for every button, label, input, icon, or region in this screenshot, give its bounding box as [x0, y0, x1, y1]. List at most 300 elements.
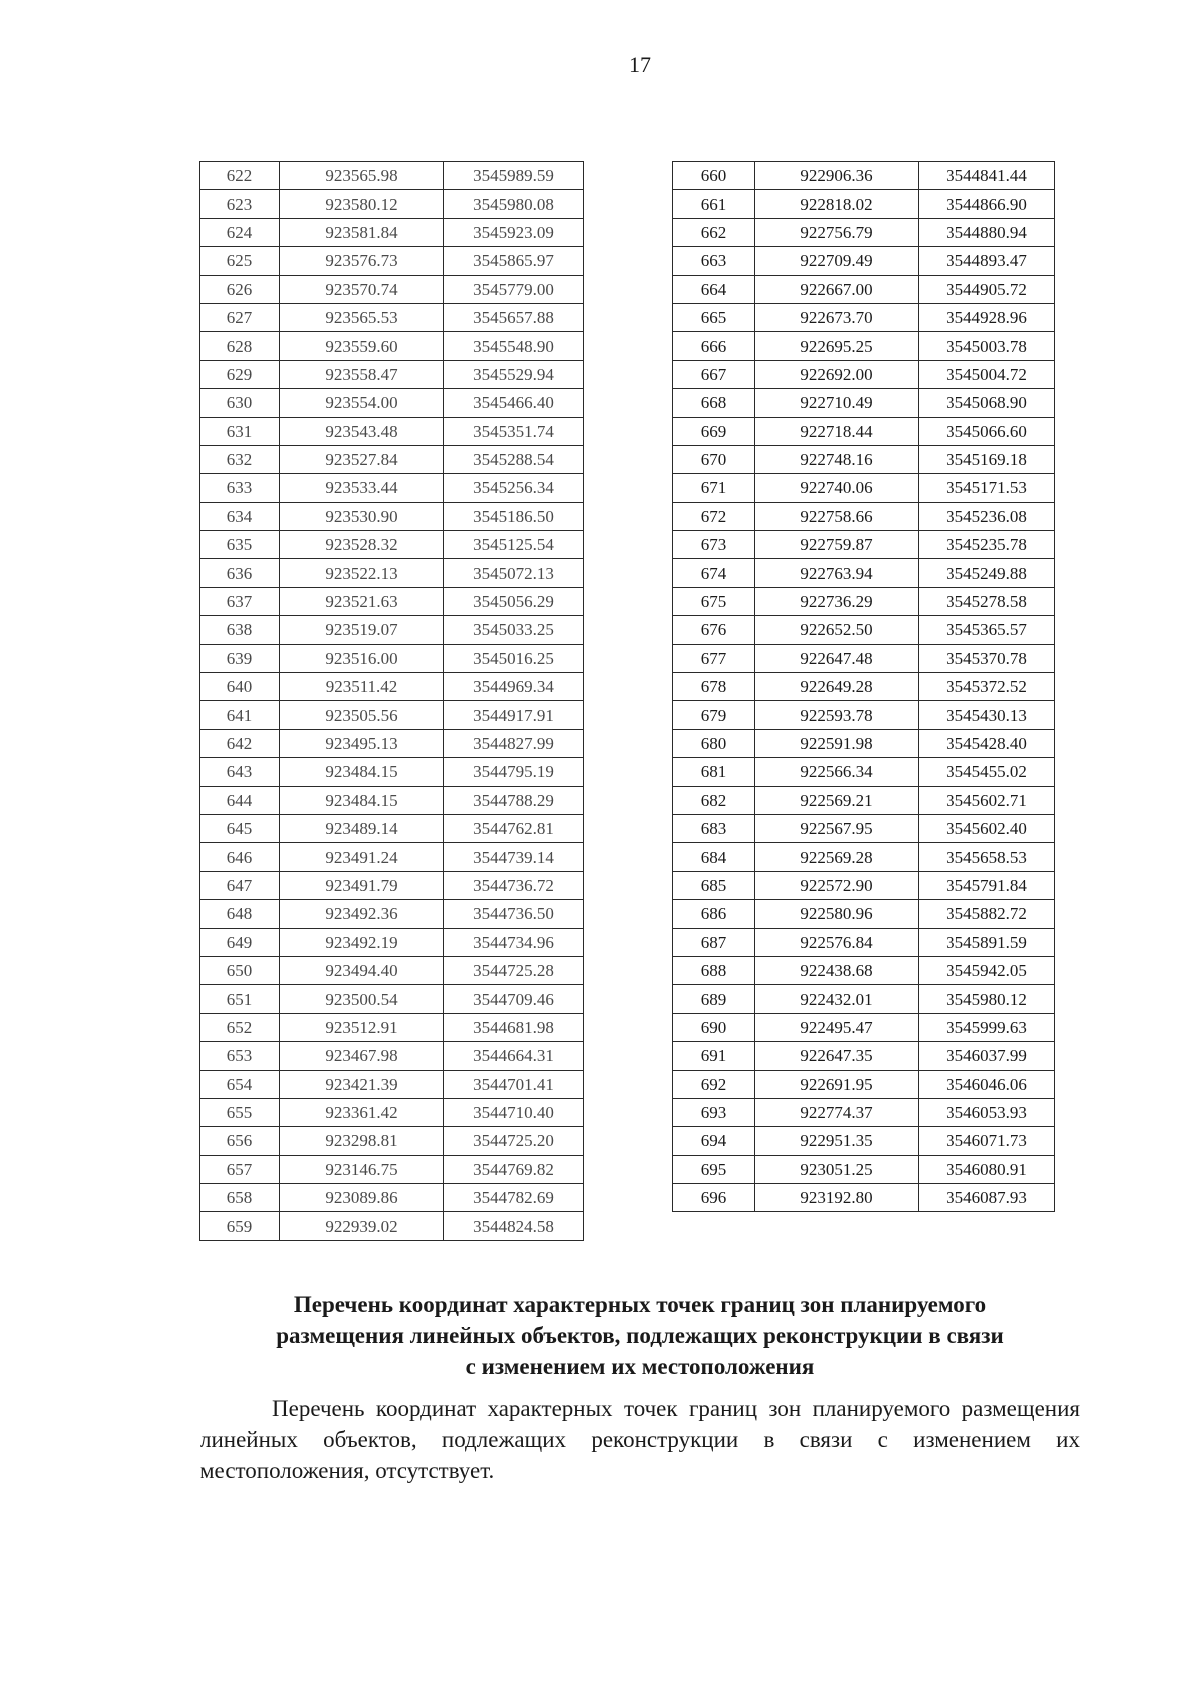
y-coordinate-cell: 3544841.44 [919, 162, 1055, 190]
table-row [673, 673, 1055, 701]
y-coordinate-cell: 3546071.73 [919, 1127, 1055, 1155]
table-row [673, 928, 1055, 956]
table-row [200, 616, 584, 644]
x-coordinate-cell: 922774.37 [755, 1098, 919, 1126]
table-row [673, 247, 1055, 275]
x-coordinate-cell: 922576.84 [755, 928, 919, 956]
point-number-cell: 630 [200, 389, 280, 417]
x-coordinate-cell: 922740.06 [755, 474, 919, 502]
point-number-cell: 638 [200, 616, 280, 644]
table-row [673, 559, 1055, 587]
point-number-cell: 651 [200, 985, 280, 1013]
x-coordinate-cell: 923492.36 [280, 900, 444, 928]
y-coordinate-cell: 3545278.58 [919, 587, 1055, 615]
point-number-cell: 665 [673, 303, 755, 331]
table-row [200, 531, 584, 559]
table-row [673, 1098, 1055, 1126]
x-coordinate-cell: 922580.96 [755, 900, 919, 928]
y-coordinate-cell: 3544827.99 [444, 729, 584, 757]
table-row [200, 1042, 584, 1070]
table-row [673, 332, 1055, 360]
point-number-cell: 636 [200, 559, 280, 587]
y-coordinate-cell: 3545016.25 [444, 644, 584, 672]
table-row [200, 814, 584, 842]
point-number-cell: 679 [673, 701, 755, 729]
y-coordinate-cell: 3544824.58 [444, 1212, 584, 1240]
y-coordinate-cell: 3545125.54 [444, 531, 584, 559]
point-number-cell: 637 [200, 587, 280, 615]
table-row [673, 985, 1055, 1013]
x-coordinate-cell: 923511.42 [280, 673, 444, 701]
x-coordinate-cell: 922566.34 [755, 758, 919, 786]
y-coordinate-cell: 3544710.40 [444, 1098, 584, 1126]
x-coordinate-cell: 923533.44 [280, 474, 444, 502]
table-row [673, 531, 1055, 559]
table-row [673, 871, 1055, 899]
x-coordinate-cell: 922593.78 [755, 701, 919, 729]
y-coordinate-cell: 3544905.72 [919, 275, 1055, 303]
point-number-cell: 691 [673, 1042, 755, 1070]
x-coordinate-cell: 923492.19 [280, 928, 444, 956]
x-coordinate-cell: 923516.00 [280, 644, 444, 672]
table-row [673, 1013, 1055, 1041]
table-row [673, 502, 1055, 530]
table-row [673, 616, 1055, 644]
x-coordinate-cell: 922649.28 [755, 673, 919, 701]
point-number-cell: 633 [200, 474, 280, 502]
point-number-cell: 692 [673, 1070, 755, 1098]
point-number-cell: 649 [200, 928, 280, 956]
section-heading-line: размещения линейных объектов, подлежащих реконструкции в связи [276, 1323, 1004, 1348]
point-number-cell: 657 [200, 1155, 280, 1183]
point-number-cell: 639 [200, 644, 280, 672]
y-coordinate-cell: 3545171.53 [919, 474, 1055, 502]
x-coordinate-cell: 922759.87 [755, 531, 919, 559]
y-coordinate-cell: 3545882.72 [919, 900, 1055, 928]
y-coordinate-cell: 3544917.91 [444, 701, 584, 729]
y-coordinate-cell: 3545351.74 [444, 417, 584, 445]
x-coordinate-cell: 922758.66 [755, 502, 919, 530]
x-coordinate-cell: 923192.80 [755, 1184, 919, 1212]
y-coordinate-cell: 3545249.88 [919, 559, 1055, 587]
table-row [200, 985, 584, 1013]
table-row [200, 1184, 584, 1212]
x-coordinate-cell: 922567.95 [755, 814, 919, 842]
x-coordinate-cell: 922748.16 [755, 445, 919, 473]
point-number-cell: 625 [200, 247, 280, 275]
x-coordinate-cell: 922647.35 [755, 1042, 919, 1070]
point-number-cell: 667 [673, 360, 755, 388]
point-number-cell: 682 [673, 786, 755, 814]
x-coordinate-cell: 923543.48 [280, 417, 444, 445]
y-coordinate-cell: 3544681.98 [444, 1013, 584, 1041]
x-coordinate-cell: 922569.21 [755, 786, 919, 814]
table-row [200, 701, 584, 729]
y-coordinate-cell: 3545891.59 [919, 928, 1055, 956]
table-row [200, 502, 584, 530]
point-number-cell: 641 [200, 701, 280, 729]
table-row [673, 474, 1055, 502]
table-row [200, 303, 584, 331]
table-row [673, 360, 1055, 388]
x-coordinate-cell: 923298.81 [280, 1127, 444, 1155]
point-number-cell: 660 [673, 162, 755, 190]
x-coordinate-cell: 923527.84 [280, 445, 444, 473]
point-number-cell: 664 [673, 275, 755, 303]
x-coordinate-cell: 923554.00 [280, 389, 444, 417]
point-number-cell: 659 [200, 1212, 280, 1240]
point-number-cell: 655 [200, 1098, 280, 1126]
point-number-cell: 658 [200, 1184, 280, 1212]
x-coordinate-cell: 923500.54 [280, 985, 444, 1013]
y-coordinate-cell: 3545004.72 [919, 360, 1055, 388]
table-row [200, 900, 584, 928]
table-row [200, 162, 584, 190]
point-number-cell: 631 [200, 417, 280, 445]
point-number-cell: 624 [200, 218, 280, 246]
y-coordinate-cell: 3544709.46 [444, 985, 584, 1013]
section-heading [200, 1289, 1080, 1382]
x-coordinate-cell: 923484.15 [280, 758, 444, 786]
table-row [673, 786, 1055, 814]
y-coordinate-cell: 3544880.94 [919, 218, 1055, 246]
x-coordinate-cell: 923146.75 [280, 1155, 444, 1183]
point-number-cell: 648 [200, 900, 280, 928]
section-body-paragraph: Перечень координат характерных точек границ зон планируемого размещения линейных объектов, подлежащих реконструкции в связи с изменением их местоположения, отсутствует. [200, 1396, 1080, 1483]
y-coordinate-cell: 3546080.91 [919, 1155, 1055, 1183]
point-number-cell: 644 [200, 786, 280, 814]
coordinates-table-right-body [673, 162, 1055, 1212]
point-number-cell: 676 [673, 616, 755, 644]
point-number-cell: 695 [673, 1155, 755, 1183]
x-coordinate-cell: 922695.25 [755, 332, 919, 360]
table-row [673, 814, 1055, 842]
point-number-cell: 645 [200, 814, 280, 842]
point-number-cell: 674 [673, 559, 755, 587]
table-row [673, 162, 1055, 190]
table-row [673, 644, 1055, 672]
x-coordinate-cell: 922569.28 [755, 843, 919, 871]
table-row [200, 786, 584, 814]
point-number-cell: 627 [200, 303, 280, 331]
table-row [673, 1127, 1055, 1155]
y-coordinate-cell: 3545999.63 [919, 1013, 1055, 1041]
point-number-cell: 643 [200, 758, 280, 786]
point-number-cell: 652 [200, 1013, 280, 1041]
coordinates-table-left [199, 161, 584, 1241]
y-coordinate-cell: 3546053.93 [919, 1098, 1055, 1126]
y-coordinate-cell: 3545430.13 [919, 701, 1055, 729]
point-number-cell: 671 [673, 474, 755, 502]
table-row [200, 758, 584, 786]
point-number-cell: 690 [673, 1013, 755, 1041]
table-row [673, 445, 1055, 473]
x-coordinate-cell: 922818.02 [755, 190, 919, 218]
x-coordinate-cell: 923051.25 [755, 1155, 919, 1183]
point-number-cell: 670 [673, 445, 755, 473]
y-coordinate-cell: 3545066.60 [919, 417, 1055, 445]
y-coordinate-cell: 3545455.02 [919, 758, 1055, 786]
y-coordinate-cell: 3545466.40 [444, 389, 584, 417]
point-number-cell: 684 [673, 843, 755, 871]
y-coordinate-cell: 3545791.84 [919, 871, 1055, 899]
y-coordinate-cell: 3545169.18 [919, 445, 1055, 473]
y-coordinate-cell: 3544769.82 [444, 1155, 584, 1183]
point-number-cell: 640 [200, 673, 280, 701]
point-number-cell: 687 [673, 928, 755, 956]
x-coordinate-cell: 922718.44 [755, 417, 919, 445]
point-number-cell: 663 [673, 247, 755, 275]
x-coordinate-cell: 923491.24 [280, 843, 444, 871]
table-row [200, 1127, 584, 1155]
point-number-cell: 669 [673, 417, 755, 445]
table-row [673, 389, 1055, 417]
point-number-cell: 635 [200, 531, 280, 559]
point-number-cell: 628 [200, 332, 280, 360]
y-coordinate-cell: 3546087.93 [919, 1184, 1055, 1212]
y-coordinate-cell: 3545056.29 [444, 587, 584, 615]
y-coordinate-cell: 3545003.78 [919, 332, 1055, 360]
table-row [673, 190, 1055, 218]
y-coordinate-cell: 3544928.96 [919, 303, 1055, 331]
y-coordinate-cell: 3545779.00 [444, 275, 584, 303]
y-coordinate-cell: 3545529.94 [444, 360, 584, 388]
x-coordinate-cell: 923576.73 [280, 247, 444, 275]
x-coordinate-cell: 923491.79 [280, 871, 444, 899]
x-coordinate-cell: 923089.86 [280, 1184, 444, 1212]
x-coordinate-cell: 923581.84 [280, 218, 444, 246]
table-row [200, 275, 584, 303]
table-row [200, 871, 584, 899]
x-coordinate-cell: 923521.63 [280, 587, 444, 615]
table-row [200, 360, 584, 388]
table-row [673, 1042, 1055, 1070]
table-row [200, 247, 584, 275]
table-row [200, 389, 584, 417]
y-coordinate-cell: 3545658.53 [919, 843, 1055, 871]
y-coordinate-cell: 3544969.34 [444, 673, 584, 701]
point-number-cell: 678 [673, 673, 755, 701]
y-coordinate-cell: 3544736.72 [444, 871, 584, 899]
table-row [673, 218, 1055, 246]
table-row [200, 218, 584, 246]
y-coordinate-cell: 3545602.71 [919, 786, 1055, 814]
y-coordinate-cell: 3545256.34 [444, 474, 584, 502]
table-row [200, 445, 584, 473]
table-row [200, 673, 584, 701]
table-row [673, 900, 1055, 928]
point-number-cell: 626 [200, 275, 280, 303]
table-row [200, 1098, 584, 1126]
table-row [200, 1212, 584, 1240]
x-coordinate-cell: 922692.00 [755, 360, 919, 388]
section-heading-line: Перечень координат характерных точек границ зон планируемого [293, 1292, 987, 1317]
x-coordinate-cell: 923558.47 [280, 360, 444, 388]
section-heading-line: с изменением их местоположения [465, 1354, 815, 1379]
table-row [673, 1155, 1055, 1183]
table-row [200, 474, 584, 502]
table-row [200, 332, 584, 360]
x-coordinate-cell: 923580.12 [280, 190, 444, 218]
point-number-cell: 696 [673, 1184, 755, 1212]
point-number-cell: 646 [200, 843, 280, 871]
table-row [673, 758, 1055, 786]
point-number-cell: 694 [673, 1127, 755, 1155]
table-row [673, 956, 1055, 984]
y-coordinate-cell: 3545548.90 [444, 332, 584, 360]
x-coordinate-cell: 923528.32 [280, 531, 444, 559]
y-coordinate-cell: 3544725.20 [444, 1127, 584, 1155]
point-number-cell: 677 [673, 644, 755, 672]
point-number-cell: 681 [673, 758, 755, 786]
page-number: 17 [629, 52, 651, 77]
table-row [200, 843, 584, 871]
x-coordinate-cell: 923570.74 [280, 275, 444, 303]
x-coordinate-cell: 922736.29 [755, 587, 919, 615]
y-coordinate-cell: 3545068.90 [919, 389, 1055, 417]
point-number-cell: 675 [673, 587, 755, 615]
x-coordinate-cell: 922939.02 [280, 1212, 444, 1240]
x-coordinate-cell: 923484.15 [280, 786, 444, 814]
x-coordinate-cell: 923421.39 [280, 1070, 444, 1098]
y-coordinate-cell: 3545235.78 [919, 531, 1055, 559]
x-coordinate-cell: 922691.95 [755, 1070, 919, 1098]
x-coordinate-cell: 922647.48 [755, 644, 919, 672]
x-coordinate-cell: 922710.49 [755, 389, 919, 417]
x-coordinate-cell: 922572.90 [755, 871, 919, 899]
y-coordinate-cell: 3544664.31 [444, 1042, 584, 1070]
point-number-cell: 686 [673, 900, 755, 928]
y-coordinate-cell: 3545942.05 [919, 956, 1055, 984]
x-coordinate-cell: 922673.70 [755, 303, 919, 331]
y-coordinate-cell: 3545602.40 [919, 814, 1055, 842]
x-coordinate-cell: 922906.36 [755, 162, 919, 190]
y-coordinate-cell: 3545370.78 [919, 644, 1055, 672]
x-coordinate-cell: 923559.60 [280, 332, 444, 360]
x-coordinate-cell: 922756.79 [755, 218, 919, 246]
point-number-cell: 672 [673, 502, 755, 530]
x-coordinate-cell: 923519.07 [280, 616, 444, 644]
point-number-cell: 656 [200, 1127, 280, 1155]
x-coordinate-cell: 923512.91 [280, 1013, 444, 1041]
y-coordinate-cell: 3545236.08 [919, 502, 1055, 530]
point-number-cell: 653 [200, 1042, 280, 1070]
y-coordinate-cell: 3544782.69 [444, 1184, 584, 1212]
y-coordinate-cell: 3545980.08 [444, 190, 584, 218]
point-number-cell: 661 [673, 190, 755, 218]
y-coordinate-cell: 3544736.50 [444, 900, 584, 928]
point-number-cell: 680 [673, 729, 755, 757]
table-row [200, 1070, 584, 1098]
y-coordinate-cell: 3545072.13 [444, 559, 584, 587]
point-number-cell: 654 [200, 1070, 280, 1098]
y-coordinate-cell: 3544788.29 [444, 786, 584, 814]
y-coordinate-cell: 3544795.19 [444, 758, 584, 786]
x-coordinate-cell: 923489.14 [280, 814, 444, 842]
point-number-cell: 689 [673, 985, 755, 1013]
x-coordinate-cell: 922667.00 [755, 275, 919, 303]
x-coordinate-cell: 923565.98 [280, 162, 444, 190]
y-coordinate-cell: 3545372.52 [919, 673, 1055, 701]
y-coordinate-cell: 3545657.88 [444, 303, 584, 331]
point-number-cell: 688 [673, 956, 755, 984]
table-row [200, 1013, 584, 1041]
table-row [200, 417, 584, 445]
point-number-cell: 647 [200, 871, 280, 899]
table-row [673, 1070, 1055, 1098]
y-coordinate-cell: 3544866.90 [919, 190, 1055, 218]
point-number-cell: 629 [200, 360, 280, 388]
point-number-cell: 632 [200, 445, 280, 473]
point-number-cell: 693 [673, 1098, 755, 1126]
table-row [673, 1184, 1055, 1212]
x-coordinate-cell: 922652.50 [755, 616, 919, 644]
point-number-cell: 673 [673, 531, 755, 559]
table-row [673, 275, 1055, 303]
point-number-cell: 623 [200, 190, 280, 218]
table-row [200, 587, 584, 615]
x-coordinate-cell: 922432.01 [755, 985, 919, 1013]
table-row [673, 701, 1055, 729]
table-row [673, 303, 1055, 331]
y-coordinate-cell: 3545288.54 [444, 445, 584, 473]
point-number-cell: 666 [673, 332, 755, 360]
y-coordinate-cell: 3544739.14 [444, 843, 584, 871]
x-coordinate-cell: 923494.40 [280, 956, 444, 984]
x-coordinate-cell: 923495.13 [280, 729, 444, 757]
y-coordinate-cell: 3545980.12 [919, 985, 1055, 1013]
table-row [200, 644, 584, 672]
x-coordinate-cell: 923565.53 [280, 303, 444, 331]
x-coordinate-cell: 922763.94 [755, 559, 919, 587]
y-coordinate-cell: 3546046.06 [919, 1070, 1055, 1098]
x-coordinate-cell: 923361.42 [280, 1098, 444, 1126]
point-number-cell: 685 [673, 871, 755, 899]
coordinates-table-left-body [200, 162, 584, 1241]
point-number-cell: 668 [673, 389, 755, 417]
table-row [200, 956, 584, 984]
coordinates-table-right [672, 161, 1055, 1212]
point-number-cell: 634 [200, 502, 280, 530]
point-number-cell: 650 [200, 956, 280, 984]
y-coordinate-cell: 3545923.09 [444, 218, 584, 246]
y-coordinate-cell: 3544734.96 [444, 928, 584, 956]
y-coordinate-cell: 3545365.57 [919, 616, 1055, 644]
y-coordinate-cell: 3545428.40 [919, 729, 1055, 757]
y-coordinate-cell: 3544893.47 [919, 247, 1055, 275]
y-coordinate-cell: 3544725.28 [444, 956, 584, 984]
table-row [673, 729, 1055, 757]
table-row [200, 729, 584, 757]
x-coordinate-cell: 922591.98 [755, 729, 919, 757]
y-coordinate-cell: 3546037.99 [919, 1042, 1055, 1070]
x-coordinate-cell: 922438.68 [755, 956, 919, 984]
table-row [673, 843, 1055, 871]
table-row [200, 1155, 584, 1183]
y-coordinate-cell: 3544762.81 [444, 814, 584, 842]
x-coordinate-cell: 923467.98 [280, 1042, 444, 1070]
x-coordinate-cell: 923530.90 [280, 502, 444, 530]
table-row [200, 928, 584, 956]
table-row [673, 587, 1055, 615]
x-coordinate-cell: 923505.56 [280, 701, 444, 729]
x-coordinate-cell: 922709.49 [755, 247, 919, 275]
point-number-cell: 662 [673, 218, 755, 246]
point-number-cell: 622 [200, 162, 280, 190]
table-row [200, 190, 584, 218]
point-number-cell: 683 [673, 814, 755, 842]
point-number-cell: 642 [200, 729, 280, 757]
